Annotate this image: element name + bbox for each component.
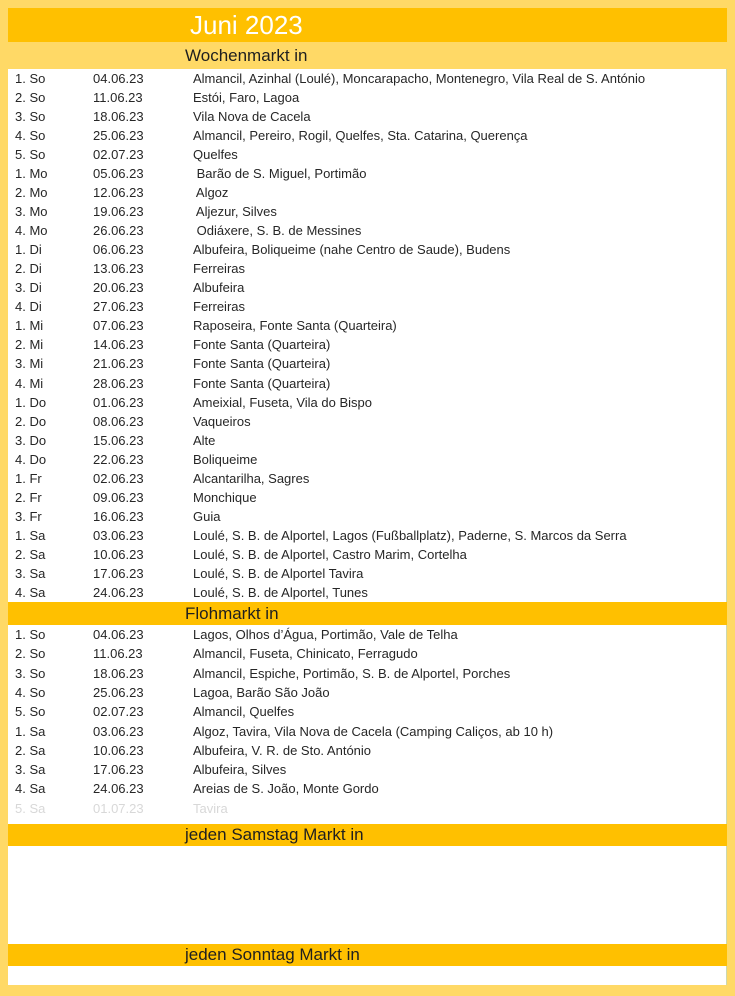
- row-locations: Quelfes: [193, 147, 238, 163]
- row-date: 05.06.23: [93, 166, 144, 182]
- row-day-label: 4. So: [15, 684, 46, 700]
- row-locations: Areias de S. João, Monte Gordo: [193, 781, 379, 797]
- row-day-label: 3. Sa: [15, 565, 46, 581]
- table-row: [8, 760, 726, 779]
- table-row: [8, 412, 726, 431]
- row-locations: Estói, Faro, Lagoa: [193, 90, 300, 106]
- row-date: 02.06.23: [93, 470, 144, 486]
- table-row: [8, 741, 726, 760]
- row-locations: Almancil, Azinhal (Loulé), Moncarapacho, Montenegro, Vila Real de S. António: [193, 71, 646, 87]
- section-header-flohmarkt: Flohmarkt in: [8, 602, 727, 625]
- row-day-label: 3. Fr: [15, 508, 42, 524]
- table-row: [8, 721, 726, 740]
- row-day-label: 1. So: [15, 71, 46, 87]
- row-day-label: 1. Di: [15, 242, 42, 258]
- table-row: [8, 335, 726, 354]
- flohmarkt-table: [8, 625, 727, 818]
- row-locations: Lagoa, Barão São João: [193, 684, 330, 700]
- row-locations: Loulé, S. B. de Alportel, Castro Marim, Cortelha: [193, 546, 467, 562]
- row-day-label: 1. Sa: [15, 527, 46, 543]
- row-day-label: 3. So: [15, 665, 46, 681]
- row-locations: Vaqueiros: [193, 413, 251, 429]
- row-locations: Tavira: [193, 800, 228, 816]
- row-date: 03.06.23: [93, 527, 144, 543]
- row-date: 01.06.23: [93, 394, 144, 410]
- row-date: 03.06.23: [93, 723, 144, 739]
- row-date: 21.06.23: [93, 356, 144, 372]
- row-locations: Odiáxere, S. B. de Messines: [193, 223, 362, 239]
- table-row: [8, 799, 726, 818]
- section-header-wochenmarkt: Wochenmarkt in: [185, 46, 308, 65]
- list-item: [8, 924, 726, 944]
- table-row: [8, 278, 726, 297]
- table-row: [8, 488, 726, 507]
- table-row: [8, 259, 726, 278]
- table-row: [8, 354, 726, 373]
- table-row: [8, 221, 726, 240]
- samstag-list: [8, 846, 727, 944]
- row-day-label: 2. So: [15, 90, 46, 106]
- row-locations: Albufeira, Boliqueime (nahe Centro de Saude), Budens: [193, 242, 511, 258]
- list-item: [8, 885, 726, 905]
- row-day-label: 2. Sa: [15, 546, 46, 562]
- row-locations: Almancil, Pereiro, Rogil, Quelfes, Sta. Catarina, Querença: [193, 128, 528, 144]
- row-date: 24.06.23: [93, 781, 144, 797]
- row-date: 11.06.23: [93, 90, 143, 106]
- row-day-label: 2. Mo: [15, 185, 48, 201]
- row-day-label: 4. Mo: [15, 223, 48, 239]
- table-row: [8, 545, 726, 564]
- row-day-label: 1. Do: [15, 394, 47, 410]
- row-date: 02.07.23: [93, 147, 144, 163]
- row-day-label: 4. Sa: [15, 584, 46, 600]
- row-date: 20.06.23: [93, 280, 144, 296]
- table-row: [8, 644, 726, 663]
- row-day-label: 1. So: [15, 627, 46, 643]
- table-row: [8, 69, 726, 88]
- row-locations: Boliqueime: [193, 451, 258, 467]
- row-date: 11.06.23: [93, 646, 143, 662]
- row-locations: Aljezur, Silves: [193, 204, 277, 220]
- row-date: 04.06.23: [93, 627, 144, 643]
- table-row: [8, 583, 726, 602]
- row-day-label: 5. Sa: [15, 800, 46, 816]
- row-day-label: 2. Di: [15, 261, 42, 277]
- row-locations: Albufeira, Silves: [193, 762, 287, 778]
- row-day-label: 1. Fr: [15, 470, 42, 486]
- list-item: [8, 846, 726, 866]
- row-date: 25.06.23: [93, 128, 144, 144]
- row-date: 14.06.23: [93, 337, 144, 353]
- row-date: 01.07.23: [93, 800, 144, 816]
- row-locations: Barão de S. Miguel, Portimão: [193, 166, 367, 182]
- row-date: 19.06.23: [93, 204, 144, 220]
- row-day-label: 5. So: [15, 147, 46, 163]
- row-day-label: 3. Mi: [15, 356, 44, 372]
- table-row: [8, 202, 726, 221]
- row-date: 17.06.23: [93, 565, 144, 581]
- row-locations: Algoz, Tavira, Vila Nova de Cacela (Camping Caliços, ab 10 h): [193, 723, 554, 739]
- row-day-label: 4. So: [15, 128, 46, 144]
- row-day-label: 3. Do: [15, 432, 47, 448]
- table-row: [8, 431, 726, 450]
- row-day-label: 5. So: [15, 704, 46, 720]
- table-row: [8, 240, 726, 259]
- row-locations: Fonte Santa (Quarteira): [193, 356, 331, 372]
- row-date: 28.06.23: [93, 375, 144, 391]
- row-date: 04.06.23: [93, 71, 144, 87]
- row-day-label: 2. Fr: [15, 489, 42, 505]
- sonntag-list: [8, 966, 727, 985]
- table-row: [8, 297, 726, 316]
- row-date: 06.06.23: [93, 242, 144, 258]
- row-locations: Loulé, S. B. de Alportel, Tunes: [193, 584, 368, 600]
- row-locations: Ferreiras: [193, 261, 246, 277]
- row-locations: Albufeira, V. R. de Sto. António: [193, 742, 372, 758]
- row-date: 27.06.23: [93, 299, 144, 315]
- row-day-label: 4. Mi: [15, 375, 44, 391]
- row-locations: Alcantarilha, Sagres: [193, 470, 310, 486]
- row-date: 10.06.23: [93, 546, 144, 562]
- row-date: 17.06.23: [93, 762, 144, 778]
- row-date: 26.06.23: [93, 223, 144, 239]
- row-locations: Lagos, Olhos d’Água, Portimão, Vale de Telha: [193, 627, 458, 643]
- row-day-label: 3. Di: [15, 280, 42, 296]
- row-date: 10.06.23: [93, 742, 144, 758]
- table-row: [8, 450, 726, 469]
- row-date: 09.06.23: [93, 489, 144, 505]
- row-date: 08.06.23: [93, 413, 144, 429]
- table-row: [8, 526, 726, 545]
- table-row: [8, 316, 726, 335]
- row-locations: Monchique: [193, 489, 257, 505]
- row-date: 22.06.23: [93, 451, 144, 467]
- row-locations: Guia: [193, 508, 221, 524]
- wochenmarkt-table: [8, 69, 727, 602]
- table-row: [8, 507, 726, 526]
- row-day-label: 1. Mo: [15, 166, 48, 182]
- row-day-label: 4. Do: [15, 451, 47, 467]
- table-row: [8, 183, 726, 202]
- row-day-label: 2. Mi: [15, 337, 44, 353]
- row-locations: Raposeira, Fonte Santa (Quarteira): [193, 318, 397, 334]
- row-date: 12.06.23: [93, 185, 144, 201]
- list-item: [8, 865, 726, 885]
- table-row: [8, 145, 726, 164]
- table-row: [8, 564, 726, 583]
- row-locations: Albufeira: [193, 280, 245, 296]
- row-date: 24.06.23: [93, 584, 144, 600]
- row-date: 25.06.23: [93, 684, 144, 700]
- table-row: [8, 779, 726, 798]
- row-day-label: 2. So: [15, 646, 46, 662]
- row-day-label: 3. Sa: [15, 762, 46, 778]
- row-locations: Loulé, S. B. de Alportel Tavira: [193, 565, 364, 581]
- row-day-label: 3. So: [15, 109, 46, 125]
- row-locations: Alte: [193, 432, 216, 448]
- row-date: 18.06.23: [93, 665, 144, 681]
- table-row: [8, 469, 726, 488]
- row-date: 16.06.23: [93, 508, 144, 524]
- row-day-label: 4. Sa: [15, 781, 46, 797]
- row-day-label: 1. Sa: [15, 723, 46, 739]
- table-row: [8, 683, 726, 702]
- row-day-label: 1. Mi: [15, 318, 44, 334]
- row-date: 15.06.23: [93, 432, 144, 448]
- row-day-label: 4. Di: [15, 299, 42, 315]
- table-row: [8, 702, 726, 721]
- row-locations: Loulé, S. B. de Alportel, Lagos (Fußballplatz), Paderne, S. Marcos da Serra: [193, 527, 627, 543]
- row-locations: Ferreiras: [193, 299, 246, 315]
- row-locations: Almancil, Espiche, Portimão, S. B. de Alportel, Porches: [193, 665, 511, 681]
- section-header-samstag: jeden Samstag Markt in: [8, 824, 727, 846]
- table-row: [8, 107, 726, 126]
- row-day-label: 3. Mo: [15, 204, 48, 220]
- row-locations: Vila Nova de Cacela: [193, 109, 311, 125]
- table-row: [8, 164, 726, 183]
- row-locations: Algoz: [193, 185, 229, 201]
- row-date: 13.06.23: [93, 261, 144, 277]
- row-locations: Fonte Santa (Quarteira): [193, 337, 331, 353]
- row-locations: Almancil, Fuseta, Chinicato, Ferragudo: [193, 646, 418, 662]
- table-row: [8, 663, 726, 682]
- row-date: 02.07.23: [93, 704, 144, 720]
- table-row: [8, 88, 726, 107]
- section-header-sonntag: jeden Sonntag Markt in: [8, 944, 727, 966]
- row-day-label: 2. Sa: [15, 742, 46, 758]
- row-date: 18.06.23: [93, 109, 144, 125]
- row-locations: Almancil, Quelfes: [193, 704, 295, 720]
- table-row: [8, 126, 726, 145]
- row-locations: Ameixial, Fuseta, Vila do Bispo: [193, 394, 372, 410]
- table-row: [8, 625, 726, 644]
- table-row: [8, 374, 726, 393]
- row-date: 07.06.23: [93, 318, 144, 334]
- page-title: Juni 2023: [8, 8, 727, 42]
- row-day-label: 2. Do: [15, 413, 47, 429]
- row-locations: Fonte Santa (Quarteira): [193, 375, 331, 391]
- list-item: [8, 966, 726, 985]
- table-row: [8, 393, 726, 412]
- list-item: [8, 905, 726, 925]
